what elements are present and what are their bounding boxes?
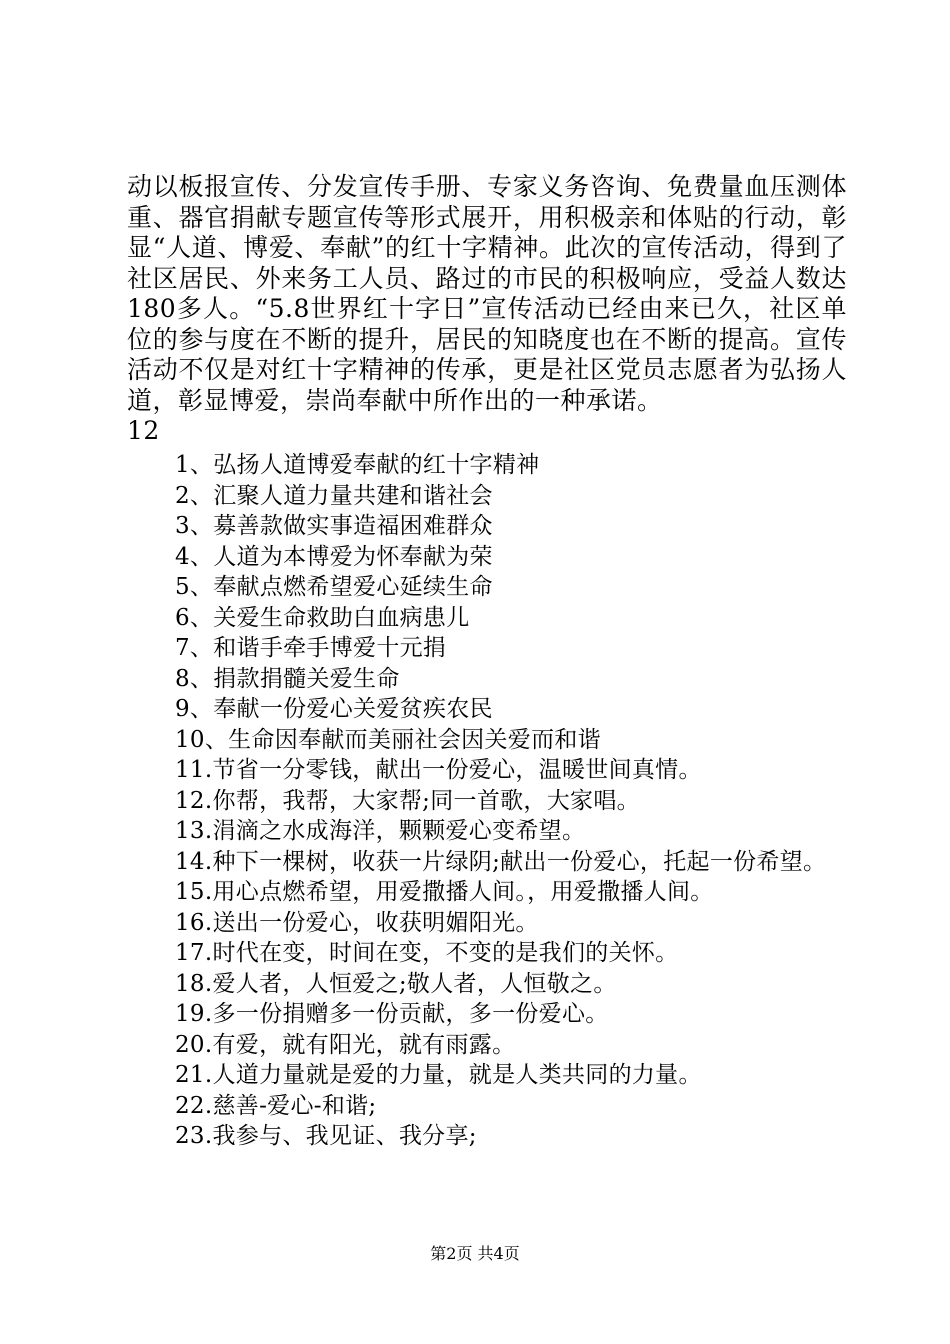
list-item: 15.用心点燃希望，用爱撒播人间。，用爱撒播人间。 bbox=[175, 879, 714, 905]
list-item: 18.爱人者，人恒爱之;敬人者，人恒敬之。 bbox=[175, 970, 617, 997]
body-paragraph bbox=[127, 172, 847, 447]
list-item: 7、和谐手牵手博爱十元捐 bbox=[175, 635, 447, 661]
list-item: 9、奉献一份爱心关爱贫疾农民 bbox=[175, 696, 493, 722]
list-item: 8、捐款捐髓关爱生命 bbox=[175, 665, 400, 692]
paragraph-text: 动以板报宣传、分发宣传手册、专家义务咨询、免费量血压测体重、器官捐献专题宣传等形式展开，用积极亲和体贴的行动，彰显“人道、博爱、奉献”的红十字精神。此次的宣传活动，得到了社区居民、外来务工人员、路过的市民的积极响应，受益人数达180多人。“5.8世界红十字日”宣传活动已经由来已久，社区单位的参与度在不断的提升，居民的知晓度也在不断的提高。宣传活动不仅是对红十字精神的传承，更是社区党员志愿者为弘扬人道，彰显博爱，崇尚奉献中所作出的一种承诺。 bbox=[127, 172, 847, 415]
list-item: 10、生命因奉献而美丽社会因关爱而和谐 bbox=[175, 726, 601, 753]
list-item: 16.送出一份爱心，收获明媚阳光。 bbox=[175, 909, 539, 936]
page-footer: 第2页 共4页 bbox=[430, 1244, 520, 1263]
list-item: 19.多一份捐赠多一份贡献，多一份爱心。 bbox=[175, 1001, 609, 1027]
list-item: 17.时代在变，时间在变，不变的是我们的关怀。 bbox=[175, 940, 679, 966]
list-item: 11.节省一分零钱，献出一份爱心，温暖世间真情。 bbox=[175, 757, 702, 783]
list-item: 21.人道力量就是爱的力量，就是人类共同的力量。 bbox=[175, 1062, 702, 1088]
list-item: 22.慈善-爱心-和谐; bbox=[175, 1092, 377, 1119]
list-item: 6、关爱生命救助白血病患儿 bbox=[175, 604, 470, 631]
list-item: 14.种下一棵树，收获一片绿阴;献出一份爱心，托起一份希望。 bbox=[175, 848, 827, 875]
list-item: 20.有爱，就有阳光，就有雨露。 bbox=[175, 1031, 516, 1058]
section-number: 12 bbox=[127, 416, 160, 445]
slogan-list bbox=[127, 450, 847, 1152]
list-item: 23.我参与、我见证、我分享; bbox=[175, 1123, 477, 1149]
list-item: 1、弘扬人道博爱奉献的红十字精神 bbox=[175, 452, 540, 478]
list-item: 13.涓滴之水成海洋，颗颗爱心变希望。 bbox=[175, 818, 586, 844]
list-item: 4、人道为本博爱为怀奉献为荣 bbox=[175, 543, 493, 570]
list-item: 3、募善款做实事造福困难群众 bbox=[175, 513, 493, 539]
list-item: 12.你帮，我帮，大家帮;同一首歌，大家唱。 bbox=[175, 787, 640, 814]
list-item: 2、汇聚人道力量共建和谐社会 bbox=[175, 482, 493, 509]
list-item: 5、奉献点燃希望爱心延续生命 bbox=[175, 574, 493, 600]
